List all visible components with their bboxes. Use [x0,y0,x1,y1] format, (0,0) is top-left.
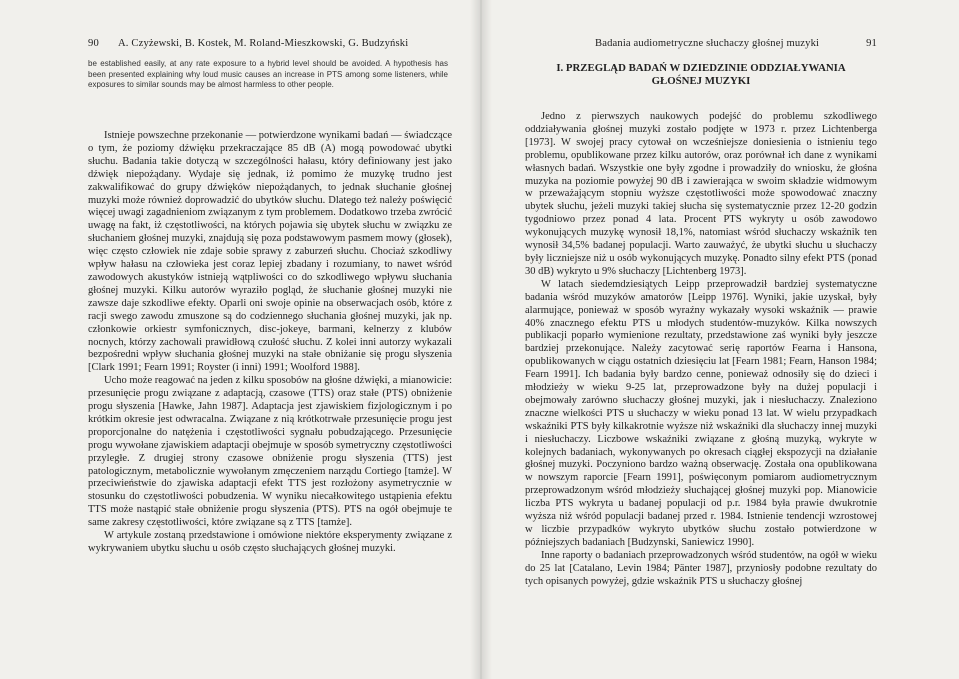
left-body-text [88,130,452,556]
left-running-head-authors: A. Czyżewski, B. Kostek, M. Roland-Mieszkowski, G. Budzyński [118,38,409,49]
section-heading [525,62,877,88]
right-body-text [525,111,877,589]
left-paragraph: Istnieje powszechne przekonanie — potwierdzone wynikami badań — świadczące o tym, że poziomy dźwięku przekraczające 85 dB (A) mogą powodować ubytki słuchu. Badania takie dotyczą w szczególności hałasu, który definiowany jest jako dźwięk niepożądany. Wydaje się jednak, iż pomimo że muzykę trudno jest zakwalifikować do grupy dźwięków niepożądanych, to jednak słuchanie głośnej muzyki może również doprowadzić do ubytków słuchu. Dlatego też należy poświęcić więcej uwagi zagadnieniom związanym z tym problemem. Dodatkowo trzeba zwrócić uwagę na fakt, iż częstotliwości, na których pojawia się ubytek słuchu w związku ze słuchaniem głośnej muzyki, znajdują się poza podstawowym pasmem mowy (głosek), więc często człowiek nie zdaje sobie sprawy z zaburzeń słuchu. Chociaż szkodliwy wpływ hałasu na człowieka jest coraz lepiej zbadany i rozumiany, to nawet wśród zawodowych akustyków istnieją wątpliwości co do szkodliwego wpływu słuchania głośnej muzyki. Kilku autorów wyraziło pogląd, że słuchanie głośnej muzyki nie zawsze daje szkodliwe efekty. Oparli oni swoje opinie na obserwacjach osób, które z racji swego zawodu zmuszone są do codziennego słuchania głośnej muzyki, jak np. członkowie orkiestr symfonicznych, disc-jokeye, barmani, kelnerzy z klubów nocnych, którzy zachowali prawidłową czułość słuchu. Z kolei inni autorzy wykazali bezpośredni wpływ słuchania głośnej muzyki na stałe obniżanie się progu słyszenia [Clark 1991; Fearn 1991; Royster (i inni) 1991; Woolford 1988]. [88,130,452,374]
right-paragraph: Inne raporty o badaniach przeprowadzonych wśród studentów, na ogół w wieku do 25 lat [Catalano, Levin 1984; Pänter 1987], przyniosły podobne rezultaty do tych opisanych powyżej, gdzie wskaźnik PTS u słuchaczy głośnej [525,549,877,587]
left-paragraph: Ucho może reagować na jeden z kilku sposobów na głośne dźwięki, a mianowicie: przesunięcie progu związane z adaptacją, czasowe (TTS) oraz stałe (PTS) obniżenie progu słyszenia [Hawke, Jahn 1987]. Adaptacja jest zjawiskiem fizjologicznym i po krótkim okresie jest odwracalna. Związane z nią krótkotrwałe przesunięcie progu jest proporcjonalne do natężenia i częstotliwości sygnału pobudzającego. Przesunięcie progu wywołane zjawiskiem adaptacji obejmuje w sposób symetryczny częstotliwości przyległe. Z drugiej strony czasowe obniżenie progu słyszenia (TTS) jest patologicznym, metabolicznie wywołanym zmęczeniem narządu Cortiego [tamże]. W przeciwieństwie do zjawiska adaptacji efekt TTS jest rozłożony asymetrycznie w stosunku do częstotliwości pobudzenia. W wyniku niecałkowitego ustąpienia efektu TTS może nastąpić stałe obniżenie progu słyszenia (PTS). PTS na ogół obejmuje te same zakresy częstotliwości, które związane są z TTS [tamże]. [88,375,452,529]
left-page [88,0,460,679]
left-paragraph: W artykule zostaną przedstawione i omówione niektóre eksperymenty związane z wykrywaniem ubytku słuchu u osób często słuchających głośnej muzyki. [88,530,452,554]
right-page-number: 91 [866,38,877,49]
right-running-head-title: Badania audiometryczne słuchaczy głośnej muzyki [595,38,820,49]
right-paragraph: W latach siedemdziesiątych Leipp przeprowadził bardziej systematyczne badania wśród muzyków amatorów [Leipp 1976]. Wyniki, jakie uzyskał, były alarmujące, ponieważ w sposób wyraźny wykazały wysoki wskaźnik — prawie 40% znacznego efektu PTS u młodych studentów-muzyków. Kilka nowszych publikacji poparło wymienione rezultaty, przedstawione zaś wyniki były jeszcze bardziej przekonujące. Należy zacytować serię raportów Fearna i Hansona, opublikowanych w ciągu ostatnich dziesięciu lat [Fearn 1981; Fearn, Hanson 1984; Fearn 1991]. Ich badania były bardzo cenne, ponieważ odnosiły się do dzieci i młodzieży w wieku 9-25 lat, przeprowadzone były na dużej populacji i obejmowały zarówno słuchaczy głośnej muzyki, jak i niesłuchaczy. Znaleziono znaczne wielkości PTS u słuchaczy w wieku ponad 13 lat. W wielu przypadkach wskaźniki PTS były kilkakrotnie wyższe niż wskaźniki dla słuchaczy innej muzyki i niesłuchaczy. Liczbowe wskaźniki związane z głośną muzyką, wykryte w kolejnych badaniach, wykonywanych po okresach ciągłej ekspozycji na działanie głośnej muzyki. Poczyniono bardzo ważną obserwację. Została ona opublikowana w nowszym raporcie [Fearn 1991], poświęconym pomiarom audiometrycznym przeprowadzonym wśród młodzieży słuchającej głośnej muzyki pop. Mianowicie liczba PTS wykryta u badanej populacji od p.r. 1984 była prawie dwukrotnie wyższa niż wśród populacji badanej przed r. 1984. Istnienie tendencji wzrostowej w liczbie przypadków wykryto ubytków słuchu zostało potwierdzone w późniejszych badaniach [Budzynski, Saniewicz 1990]. [525,278,877,548]
section-heading-line-1: I. PRZEGLĄD BADAŃ W DZIEDZINIE ODDZIAŁYWANIA [556,62,846,74]
book-gutter [470,0,492,679]
abstract-paragraph: be established easily, at any rate exposure to a hybrid level should be avoided. A hypothesis has been presented explaining why loud music causes an increase in PTS among some listeners, while exposures to similar sounds may be almost harmless to other people. [88,59,448,90]
right-paragraph: Jedno z pierwszych naukowych podejść do problemu szkodliwego oddziaływania głośnej muzyki zostało podjęte w 1973 r. przez Lichtenberga [1973]. W swojej pracy cytował on wcześniejsze doniesienia o istnieniu tego problemu, opublikowane przez kilku autorów, oraz porównał ich dane z wynikami własnych badań. Wszystkie one były zgodne i prowadziły do wniosku, że głośna muzyka na poziomie powyżej 90 dB i zawierająca w swoim składzie widmowym w przeważającym stopniu wyższe częstotliwości może spowodować znaczny ubytek słuchu, jeżeli muzyki takiej słucha się systematycznie przez 12-20 godzin tygodniowo przez ponad 4 lata. Procent PTS wykryty u osób zawodowo wykonujących muzykę wynosił 18,1%, natomiast wśród słuchaczy wskaźnik ten wynosił 34,5% badanej populacji. Warto zauważyć, że ubytki słuchu u słuchaczy były liczniejsze niż u osób wykonujących muzykę. Ponadto silny efekt PTS (ponad 30 dB) wykryto u 9% słuchaczy [Lichtenberg 1973]. [525,111,877,277]
section-heading-line-2: GŁOŚNEJ MUZYKI [651,75,751,87]
left-page-number: 90 [88,38,99,49]
right-page [525,0,877,679]
